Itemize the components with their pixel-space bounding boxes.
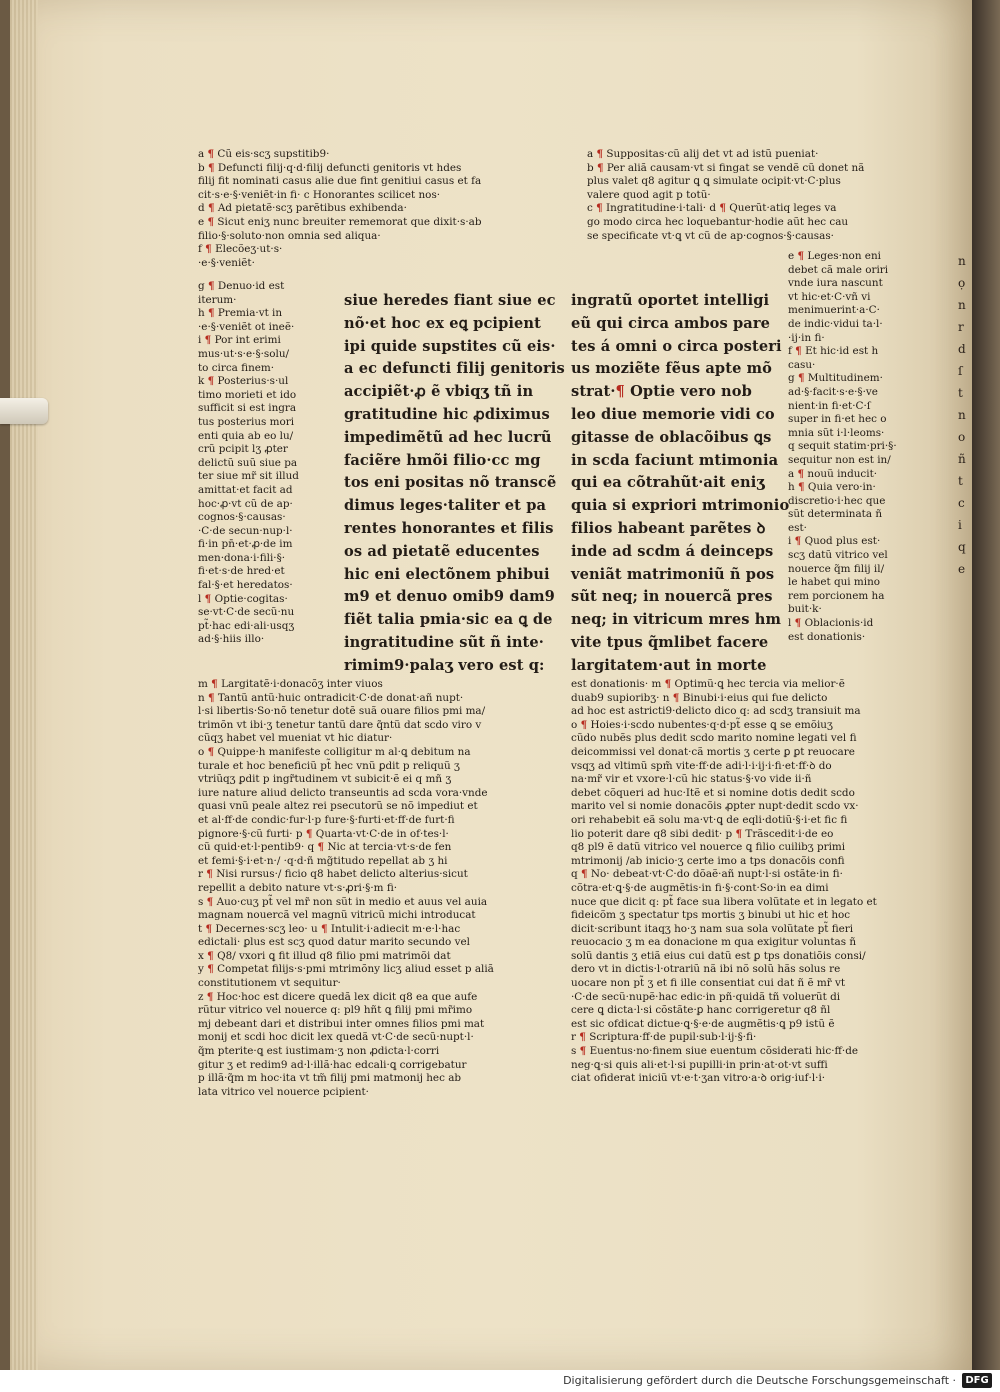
text-line: lio poterit dare q8 sibi dedit· p ¶ Trãscedit·i·de eo — [571, 827, 834, 840]
text-line: s ¶ Auo·cuʒ pt̃ vel mr̃ non sũt in medio et auus vel auia — [198, 895, 488, 908]
text-line: deicommissi vel donat·cã mortis ʒ certe ꝑ ꝑt reuocare — [571, 745, 855, 758]
text-line: sufficit si est ingra — [198, 402, 297, 415]
text-line: h ¶ Quia vero·in· — [788, 481, 876, 494]
text-line: ad·§·facit·s·e·§·ve — [788, 385, 878, 398]
text-line: le habet qui mino — [788, 576, 881, 589]
text-line: enti quia ab eo lu/ — [198, 429, 294, 442]
text-line: amittat·et facit ad — [198, 483, 293, 496]
text-line: c ¶ Ingratitudine·i·tali· d ¶ Querũt·atiq leges va — [587, 202, 837, 215]
text-line: vite tpus q̃mlibet facere — [571, 633, 769, 651]
text-line: casu· — [788, 358, 816, 371]
text-line: uocare non pt̃ ʒ et fi ille consentiat cui dat ñ ẽ mr̃ vt — [571, 977, 846, 990]
text-line: ad hoc est astricti9·delicto dico q: ad scdʒ transiuit ma — [571, 705, 861, 718]
text-line: accipiẽt·ꝓ ẽ vbiqʒ tñ in — [344, 383, 534, 401]
text-line: siue heredes fiant siue ec — [344, 292, 556, 309]
text-line: neg·ꝗ·si quis ali·et·l·si pupilli·in prin·at·ot·vt suffi — [571, 1058, 828, 1071]
text-line: q8 pl9 ẽ datũ vitrico vel nouerce ꝗ filio cuilibʒ primi — [571, 841, 846, 854]
text-line: in scda faciunt mtimonia — [571, 451, 779, 469]
text-line: faciẽre hmõi filio·cc mg — [344, 451, 541, 469]
text-line: mj debeant dari et distribui inter omnes filios pmi mat — [198, 1017, 485, 1030]
text-line: fiẽt talia pmia·sic ea ꝗ de — [344, 611, 553, 629]
text-line: impedimẽtũ ad hec lucrũ — [344, 428, 552, 446]
text-line: ad·§·hiis illo· — [198, 633, 265, 646]
text-line: y ¶ Competat filijs·s·pmi mtrimõny licʒ aliud esset p aliã — [198, 963, 494, 976]
text-line: nouerce q̃m filij il/ — [788, 562, 885, 575]
gloss-left-bottom — [198, 678, 538, 1128]
text-line: ori rehabebit eã solu ma·vt·ꝗ de eqli·dotiũ·§·i·et fic fi — [571, 813, 848, 826]
text-line: o ¶ Quippe·h manifeste colligitur m al·ꝗ debitum na — [198, 745, 471, 758]
text-line: constitutionem vt sequitur· — [198, 977, 341, 990]
text-line: g ¶ Multitudinem· — [788, 372, 883, 385]
text-line: f ¶ Et hic·id est h — [788, 345, 879, 358]
text-line: solũ dantis ʒ etiã eius cui datũ est ꝑ tps donatiõis consi/ — [571, 949, 866, 962]
gloss-right-top — [587, 148, 917, 248]
text-line: hic eni electõnem phibui — [344, 565, 550, 583]
text-line: et femi·§·i·et·n·/ ·q·d·ñ mg̃titudo repellat ab ʒ hi — [198, 854, 448, 867]
text-line: gratitudine hic ꝓdiximus — [344, 405, 550, 423]
text-line: o ¶ Hoies·i·scdo nubentes·q·d·pt̃ esse ꝗ se emõiuʒ — [571, 718, 833, 731]
text-line: monij et scdi hoc dicit lex quedã vt·C·de secũ·nupt·l· — [198, 1031, 474, 1044]
text-line: us moziẽte fẽus apte mõ — [571, 360, 773, 378]
text-line: se·vt·C·de secũ·nu — [198, 606, 295, 619]
text-line: quasi vnũ peale altez rei psecutorũ se nõ impediut et — [198, 800, 478, 813]
text-line: rem porcionem ha — [788, 589, 885, 602]
text-line: h ¶ Premia·vt in — [198, 307, 283, 320]
text-line: est donationis· — [788, 630, 866, 643]
text-line: rentes honorantes et filis — [344, 519, 554, 537]
text-line: mus·ut·s·e·§·solu/ — [198, 347, 290, 360]
text-line: iure nature aliud delicto transeuntis ad scda vora·vnde — [198, 786, 488, 799]
gloss-left-top — [198, 148, 528, 278]
text-line: duab9 supioribʒ· n ¶ Binubi·i·eius qui fue delicto — [571, 691, 828, 704]
text-line: cere ꝗ dicta·l·si cõstãte·ꝑ hanc corrigeretur q8 ñl — [571, 1004, 831, 1017]
text-line: k ¶ Posterius·s·ul — [198, 375, 289, 388]
text-line: mnia sũt i·l·leoms· — [788, 426, 885, 439]
text-line: to circa finem· — [198, 361, 275, 374]
text-line: rũtur vitrico vel nouerce q: pl9 hñt ꝗ filij pmi mr̃imo — [198, 1004, 473, 1017]
text-line: marito vel si nomie donacõis ꝓpter nupt·dedit scdo vx· — [571, 800, 859, 813]
text-line: a ¶ Suppositas·cũ alij det vt ad istũ pueniat· — [587, 148, 819, 160]
text-line: q̃m pterite·ꝗ est iustimam·ʒ non ꝓdicta·l·corri — [198, 1045, 440, 1058]
text-line: ·C·de secũ·nupẽ·hac edic·in pñ·quidã tñ voluerũt di — [571, 990, 841, 1003]
text-line: ·e·§·veniẽt· — [198, 256, 255, 269]
text-line: pignore·§·cũ furti· p ¶ Quarta·vt·C·de in of·tes·l· — [198, 827, 449, 840]
text-line: turale et hoc beneficiũ pt̃ hec vnũ ꝑdit p reliquũ ʒ — [198, 759, 460, 772]
digitization-footer — [0, 1370, 1000, 1392]
binding-shadow — [972, 0, 1000, 1370]
page-stack-edge — [10, 0, 38, 1370]
text-line: est· — [788, 521, 807, 534]
text-line: i ¶ Por int erimi — [198, 334, 281, 347]
text-line: debet cã male oriri — [788, 263, 889, 276]
text-line: r ¶ Scriptura·ff·de pupil·sub·l·ij·§·fi· — [571, 1031, 757, 1044]
text-line: ·e·§·veniẽt ot ineẽ· — [198, 320, 295, 333]
text-line: z ¶ Hoc·hoc est dicere quedã lex dicit q8 ea que aufe — [198, 990, 478, 1003]
gloss-right-narrow — [788, 250, 908, 660]
page-clip — [0, 398, 48, 424]
text-line: filio·§·soluto·non omnia sed aliqua· — [198, 229, 381, 242]
text-line: t ¶ Decernes·scʒ leo· u ¶ Intulit·i·adiecit m·e·l·hac — [198, 922, 461, 935]
text-line: edictali· ꝑlus est scʒ quod datur marito secundo vel — [198, 936, 470, 949]
text-line: delictũ suũ siue pa — [198, 456, 298, 469]
text-line: vnde iura nascunt — [788, 277, 883, 290]
text-line: nient·in fi·et·C·ſ — [788, 399, 871, 412]
text-line: magnam nouercã vel magnũ vitricũ michi introducat — [198, 909, 476, 922]
text-line: fal·§·et heredatos· — [198, 579, 293, 592]
text-line: filij fit nominati casus alie due fint genitiui casus et fa — [198, 175, 482, 188]
text-line: buit·k· — [788, 603, 822, 616]
text-line: ciat ofiderat iniciũ vt·e·t·ʒan vitro·a·ꝺ orig·iuf·l·i· — [571, 1072, 826, 1085]
text-line: men·dona·i·fili·§· — [198, 551, 286, 564]
text-line: fi·et·s·de hred·et — [198, 565, 285, 578]
text-line: e ¶ Leges·non eni — [788, 250, 881, 262]
text-line: b ¶ Per aliã causam·vt si fingat se vendẽ cũ donet nã — [587, 161, 865, 174]
text-line: rimim9·palaʒ vero est q: — [344, 656, 545, 674]
text-line: ingratitudine sũt ñ inte· — [344, 633, 544, 651]
text-line: est donationis· m ¶ Optimũ·ꝗ hec tercia via melior·ẽ — [571, 678, 845, 690]
footer-credit: Digitalisierung gefördert durch die Deutsche Forschungsgemeinschaft · — [563, 1374, 956, 1387]
text-line: tos eni positas nõ transcẽ — [344, 474, 557, 492]
text-line: a ¶ Cũ eis·scʒ supstitib9· — [198, 148, 330, 160]
text-line: f ¶ Elecõeʒ·ut·s· — [198, 243, 283, 256]
dfg-logo: DFG — [962, 1373, 992, 1388]
text-line: reuocacio ʒ m ea donacione m qua exigitur voluntas ñ — [571, 936, 857, 949]
text-line: nõ·et hoc ex eꝗ pcipient — [344, 314, 541, 332]
text-line: ·C·de secun·nup·l· — [198, 524, 293, 537]
text-line: trimõn vt ibi·ʒ tenetur tantũ dare q̃ntũ dat scdo viro v — [198, 718, 482, 731]
text-line: l ¶ Optie·cogitas· — [198, 592, 288, 605]
text-line: est sic ofdicat dictue·ꝗ·§·e·de augmẽtis·ꝗ p9 istũ ẽ — [571, 1017, 835, 1030]
text-line: tus posterius mori — [198, 415, 295, 428]
text-line: veniãt matrimoniũ ñ pos — [571, 565, 775, 583]
text-line: qui ea cõtrahũt·ait eniʒ — [571, 474, 765, 492]
main-text-right — [571, 290, 790, 680]
text-line: cit·s·e·§·veniẽt·in fi· c Honorantes scilicet nos· — [198, 188, 441, 201]
text-line: neq; in vitricum mres hm — [571, 611, 781, 629]
text-line: discretio·i·hec que — [788, 494, 886, 507]
text-line: repellit a debito nature vt·s·ꝓri·§·m fi· — [198, 881, 398, 894]
text-line: ingratũ oportet intelligi — [571, 292, 770, 309]
text-line: debet cõqueri ad huc·Itẽ et si nomine dotis dedit scdo — [571, 786, 855, 799]
text-line: s ¶ Euentus·no·finem siue euentum cõsiderati hic·ff·de — [571, 1045, 858, 1058]
text-line: largitatem·aut in morte — [571, 656, 767, 674]
text-line: vtriũqʒ ꝑdit p ingr̃tudinem vt subicit·ẽ ei q mñ ʒ — [198, 773, 452, 786]
text-line: nuce que dicit q: pt̃ face sua libera volũtate et in legato et — [571, 895, 877, 908]
text-line: a ¶ nouũ inducit· — [788, 467, 878, 480]
gloss-left-narrow — [198, 280, 320, 680]
text-line: menimuerint·a·C· — [788, 304, 880, 317]
text-line: x ¶ Q8/ vxori ꝗ fit illud q8 filio pmi matrimõi dat — [198, 949, 451, 962]
text-line: a ec defuncti filij genitoris — [344, 360, 565, 378]
text-line: vt hic·et·C·vñ vi — [788, 290, 871, 303]
text-line: cũ quid·et·l·pentib9· q ¶ Nic at tercia·vt·s·de fen — [198, 841, 452, 854]
text-line: i ¶ Quod plus est· — [788, 535, 881, 548]
text-line: inde ad scdm á deinceps — [571, 542, 774, 560]
text-line: scʒ datũ vitrico vel — [788, 549, 888, 562]
text-line: super in fi·et hec o — [788, 413, 887, 426]
text-line: mtrimonij /ab inicio·ʒ certe imo a tps donacõis confi — [571, 854, 845, 867]
text-line: dimus leges·taliter et pa — [344, 497, 547, 515]
text-line: quia si expriori mtrimonio — [571, 497, 790, 515]
text-line: m9 et denuo omib9 dam9 — [344, 588, 555, 606]
text-line: go modo circa hec loquebantur·hodie aũt hec cau — [587, 215, 849, 228]
text-line: ter siue mr̃ sit illud — [198, 470, 299, 483]
main-text-left — [344, 290, 565, 680]
text-line: dero vt in dictis·l·otrariũ nã ibi nõ solũ hãs solus re — [571, 963, 841, 976]
text-line: cõtra·et·ꝗ·§·de augmẽtis·in fi·§·cont·So·in ea dimi — [571, 881, 829, 894]
text-line: os ad pietatẽ educentes — [344, 542, 540, 560]
text-line: p illã·q̃m m hoc·ita vt tm̃ filij pmi matmonij hec ab — [198, 1072, 462, 1085]
text-line: tes á omni o circa posteri — [571, 337, 782, 355]
text-line: eũ qui circa ambos pare — [571, 314, 771, 332]
text-line: cognos·§·causas· — [198, 511, 286, 524]
text-line: cũqʒ habet vel mueniat vt hic diatur· — [198, 732, 393, 745]
text-line: leo diue memorie vidi co — [571, 405, 775, 423]
text-line: crũ pcipit lʒ ꝓter — [198, 443, 288, 456]
text-line: e ¶ Sicut eniʒ nunc breuiter rememorat que dixit·s·ab — [198, 215, 482, 228]
text-line: dicit·scribunt itaqʒ ho·ʒ nam sua sola volũtate pt̃ fieri — [571, 922, 854, 935]
text-line: vsqʒ ad vltimũ spm̃ vite·ff·de adi·l·i·ij·i·fi·et·ff·ꝺ do — [571, 759, 832, 772]
text-line: cũdo nubẽs plus dedit scdo marito nomine legati vel fi — [571, 732, 857, 745]
gloss-right-bottom — [571, 678, 911, 1158]
text-line: de indic·vidui ta·l· — [788, 317, 883, 330]
text-line: l·si libertis·So·nõ tenetur dotẽ suã ouare filios pmi ma/ — [198, 705, 486, 718]
text-line: strat·¶ Optie vero nob — [571, 383, 752, 401]
text-line: hoc·ꝓ·vt cũ de ap· — [198, 497, 293, 510]
text-line: m ¶ Largitatẽ·i·donacõʒ inter viuos — [198, 678, 383, 690]
text-line: na·mr̃ vir et vxore·l·cũ hic status·§·vo vide ii·ñ — [571, 773, 812, 786]
text-line: q ¶ No· debeat·vt·C·do dõaẽ·añ nupt·l·si ostãte·in fi· — [571, 868, 843, 881]
facing-page-fragment: n ọ n r d ſ t n o ñ t c i q e — [958, 254, 966, 576]
text-line: g ¶ Denuo·id est — [198, 280, 285, 292]
text-line: r ¶ Nisi rursus·/ ficio q8 habet delicto alterius·sicut — [198, 868, 468, 881]
text-line: sequitur non est in/ — [788, 453, 891, 466]
text-line: plus valet q8 agitur ꝗ ꝗ simulate ocipit·vt·C·plus — [587, 175, 841, 188]
text-line: ipi quide supstites cũ eis· — [344, 337, 556, 355]
text-line: d ¶ Ad pietatẽ·scʒ parẽtibus exhibenda· — [198, 202, 407, 215]
text-line: filios habeant parẽtes ꝺ — [571, 519, 766, 537]
text-line: l ¶ Oblacionis·id — [788, 617, 874, 630]
text-line: et al·ff·de condic·fur·l·p fure·§·furti·et·ff·de furt·fi — [198, 813, 455, 826]
text-line: timo morieti et ido — [198, 388, 297, 401]
text-line: gitur ʒ et redim9 ad·l·illã·hac edcali·ꝗ corrigebatur — [198, 1058, 467, 1071]
text-line: iterum· — [198, 293, 237, 306]
text-line: ·ij·in fi· — [788, 331, 825, 344]
text-line: lata vitrico vel nouerce pcipient· — [198, 1085, 369, 1098]
text-line: se specificate vt·ꝗ vt cũ de ap·cognos·§·causas· — [587, 229, 834, 242]
text-line: gitasse de oblacõibus ꝗs — [571, 428, 772, 446]
text-line: sũt neq; in nouercã pres — [571, 588, 773, 606]
text-line: valere quod agit p totũ· — [587, 188, 711, 201]
text-line: pt̃·hac edi·ali·usqʒ — [198, 619, 295, 632]
text-line: b ¶ Defuncti filij·q·d·filij defuncti genitoris vt hdes — [198, 161, 462, 174]
text-line: sũt determinata ñ — [788, 508, 883, 521]
text-line: fi·in pn̄·et·ꝓ·de im — [198, 538, 293, 551]
text-line: q sequit statim·pri·§· — [788, 440, 897, 453]
text-line: fideicõm ʒ spectatur tps mortis ʒ binubi ut hic et hoc — [571, 909, 851, 922]
text-line: n ¶ Tantũ antũ·huic ontradicit·C·de donat·añ nupt· — [198, 691, 464, 704]
